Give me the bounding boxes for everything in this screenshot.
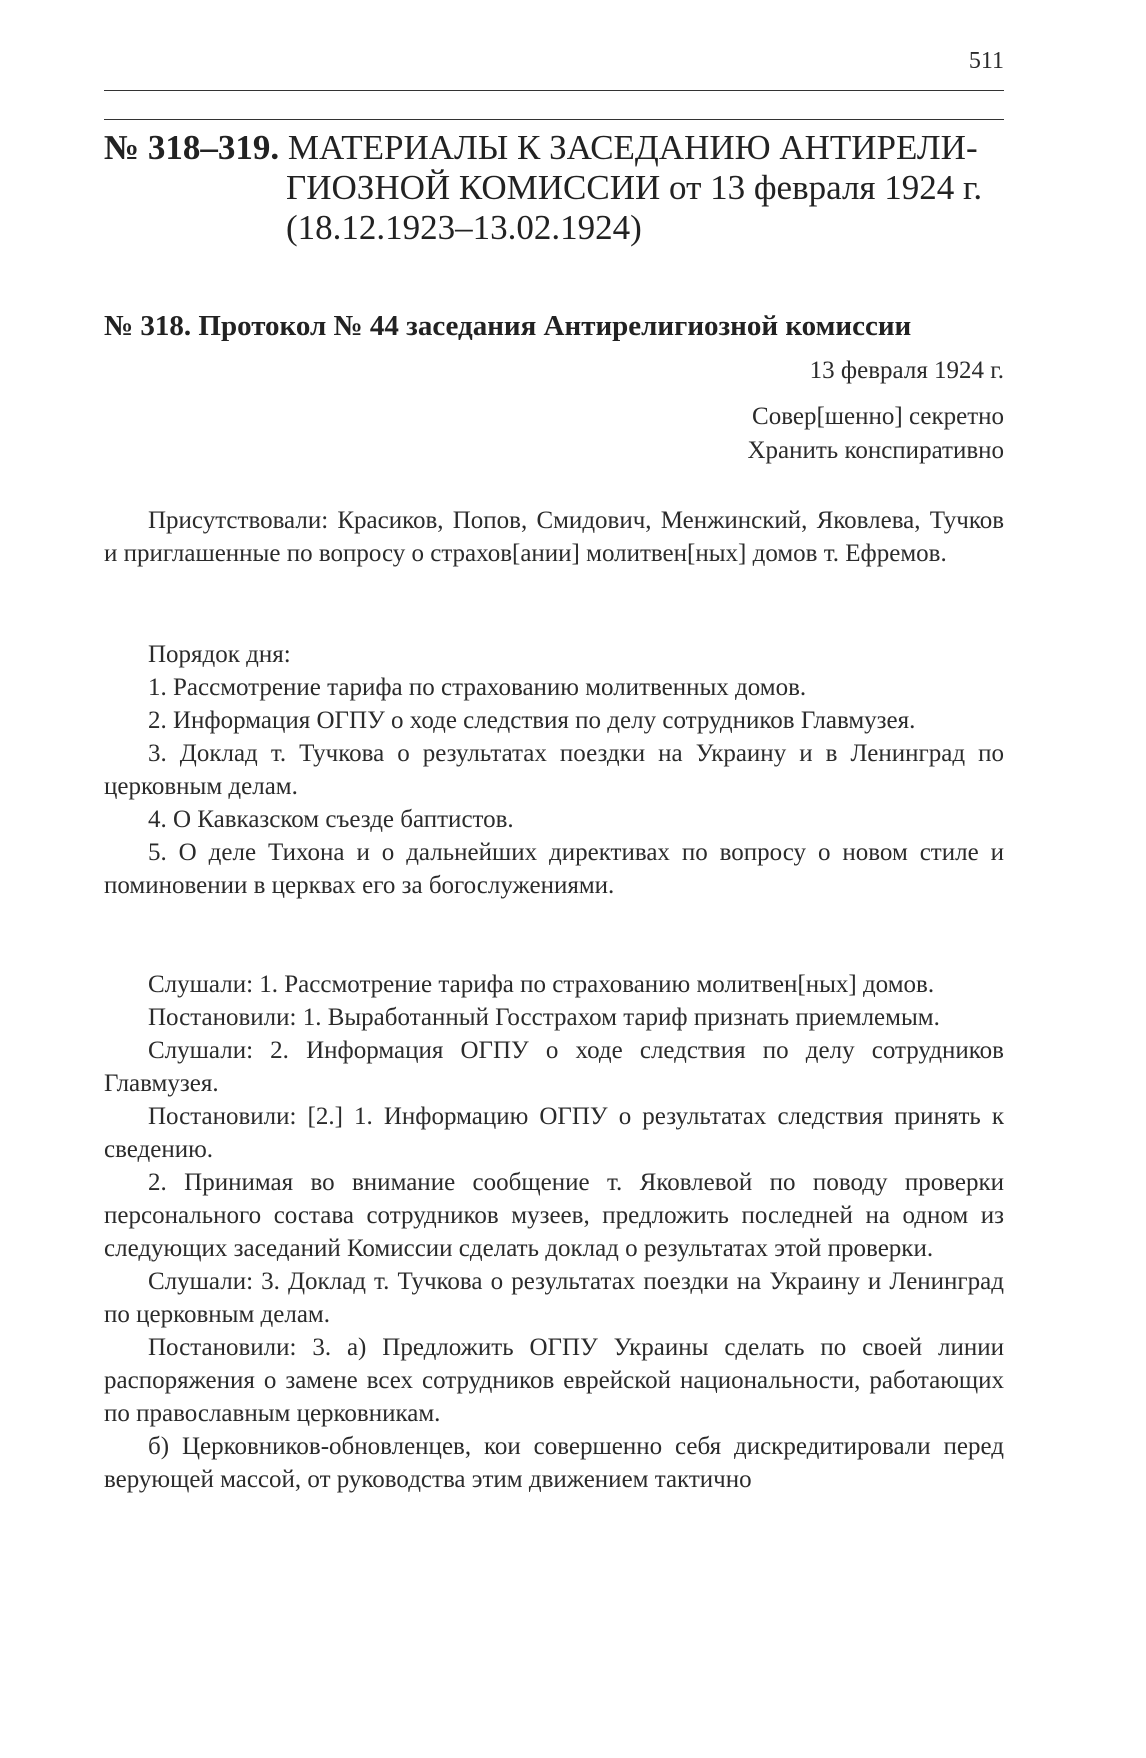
header-rule-top <box>104 90 1004 91</box>
agenda-item: 1. Рассмотрение тарифа по страхованию молитвенных домов. <box>148 674 807 701</box>
minutes-paragraph: Постановили: 1. Выработанный Госстрахом тариф признать приемлемым. <box>148 1004 940 1031</box>
minutes-paragraph: б) Церковников-обновленцев, кои совершенно себя дискредитировали перед верующей массой, от руководства этим движением тактично <box>104 1433 1004 1493</box>
agenda-item: 2. Информация ОГПУ о ходе следствия по делу сотрудников Главмузея. <box>148 707 916 734</box>
classification-block <box>747 400 1004 468</box>
minutes-paragraph: Слушали: 3. Доклад т. Тучкова о результатах поездки на Украину и Ленинград по церковным делам. <box>104 1268 1004 1328</box>
section-number: № 318–319. <box>104 128 280 167</box>
minutes-paragraph: Постановили: 3. а) Предложить ОГПУ Украины сделать по своей линии распоряжения о замене всех сотрудников еврейской национальности, работающих по православным церковникам. <box>104 1334 1004 1427</box>
attendees-paragraph <box>104 504 1004 570</box>
section-title-line-3: (18.12.1923–13.02.1924) <box>286 208 642 247</box>
section-title <box>104 128 1004 248</box>
agenda-heading: Порядок дня: <box>148 641 291 668</box>
header-rule-bottom <box>104 119 1004 120</box>
classification-line-2: Хранить конспиративно <box>747 437 1004 464</box>
agenda-item: 3. Доклад т. Тучкова о результатах поездки на Украину и в Ленинград по церковным делам. <box>104 740 1004 800</box>
agenda <box>104 638 1004 902</box>
attendees-text: Присутствовали: Красиков, Попов, Смидович, Менжинский, Яковлева, Тучков и приглашенные по вопросу о страхов[ании] молитвен[ных] домов т. Ефремов. <box>104 507 1004 567</box>
agenda-item: 4. О Кавказском съезде баптистов. <box>148 806 514 833</box>
section-title-line-2: ГИОЗНОЙ КОМИССИИ от 13 февраля 1924 г. <box>286 168 983 207</box>
section-title-text-1: МАТЕРИАЛЫ К ЗАСЕДАНИЮ АНТИРЕЛИ- <box>287 128 978 167</box>
page-number: 511 <box>968 48 1004 74</box>
document-date: 13 февраля 1924 г. <box>809 357 1004 384</box>
classification-line-1: Совер[шенно] секретно <box>752 403 1004 430</box>
minutes-paragraph: 2. Принимая во внимание сообщение т. Яковлевой по поводу проверки персонального состава сотрудников музеев, предложить последней на одном из следующих заседаний Комиссии сделать доклад о результатах этой проверки. <box>104 1169 1004 1262</box>
minutes-paragraph: Постановили: [2.] 1. Информацию ОГПУ о результатах следствия принять к сведению. <box>104 1103 1004 1163</box>
document-title: № 318. Протокол № 44 заседания Антирелигиозной комиссии <box>104 310 912 342</box>
minutes-paragraph: Слушали: 1. Рассмотрение тарифа по страхованию молитвен[ных] домов. <box>148 971 935 998</box>
minutes-body <box>104 968 1004 1496</box>
section-title-line-1 <box>104 128 1004 168</box>
minutes-paragraph: Слушали: 2. Информация ОГПУ о ходе следствия по делу сотрудников Главмузея. <box>104 1037 1004 1097</box>
agenda-item: 5. О деле Тихона и о дальнейших директивах по вопросу о новом стиле и поминовении в церквах его за богослужениями. <box>104 839 1004 899</box>
